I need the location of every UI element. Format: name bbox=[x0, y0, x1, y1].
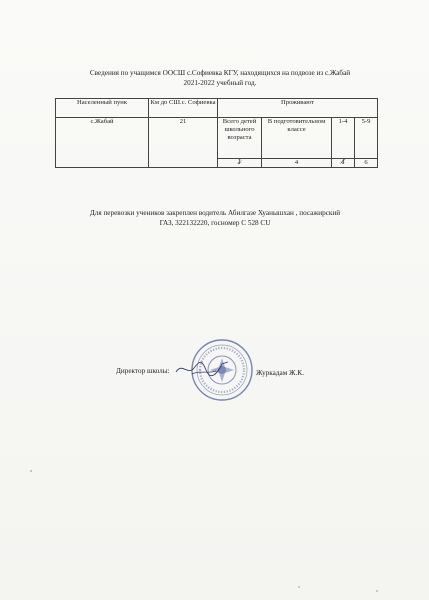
document-title bbox=[55, 69, 385, 88]
header-reside: Проживают bbox=[218, 99, 378, 118]
director-name: Журкадам Ж.К. bbox=[256, 369, 304, 377]
header-settlement: Населенный пунк bbox=[56, 99, 149, 118]
cell-grades-1-4-label: 1-4 bbox=[332, 118, 355, 159]
note-line-1: Для перевозки учеников закреплен водитель Абилгазе Хуанышхан , посажирский bbox=[89, 209, 341, 217]
transport-note bbox=[60, 209, 370, 229]
title-line-2: 2021-2022 учебный год. bbox=[183, 78, 257, 87]
cell-grades-1-4-value: 4̸ bbox=[332, 159, 355, 168]
cell-total-value: 1̶̷ bbox=[218, 159, 262, 168]
director-label: Директор школы: bbox=[116, 367, 170, 375]
note-line-2: ГАЗ, 322132220, госномер С 528 CU bbox=[159, 218, 271, 227]
title-line-1: Сведения по учащимся ООСШ с.Софиевка КГУ, находящихся на подвозе из с.Жабай bbox=[89, 69, 351, 77]
scan-speck bbox=[376, 590, 378, 592]
students-table bbox=[55, 98, 378, 168]
table-row bbox=[56, 118, 378, 159]
cell-grades-5-9-value: 6 bbox=[355, 159, 378, 168]
cell-settlement: с.Жабай bbox=[56, 118, 149, 168]
cell-prep-value: 4 bbox=[262, 159, 332, 168]
cell-km: 21 bbox=[149, 118, 218, 168]
cell-grades-5-9-label: 5-9 bbox=[355, 118, 378, 159]
table-header-row bbox=[56, 99, 378, 118]
cell-total-label: Всего детей школьного возраста bbox=[218, 118, 262, 159]
scan-speck bbox=[30, 470, 32, 472]
header-km: Км до СШ.с. Софиевка bbox=[149, 99, 218, 118]
cell-prep-label: В подготовительном классе bbox=[262, 118, 332, 159]
signature-scribble-icon bbox=[172, 356, 232, 380]
scan-speck bbox=[298, 586, 300, 588]
